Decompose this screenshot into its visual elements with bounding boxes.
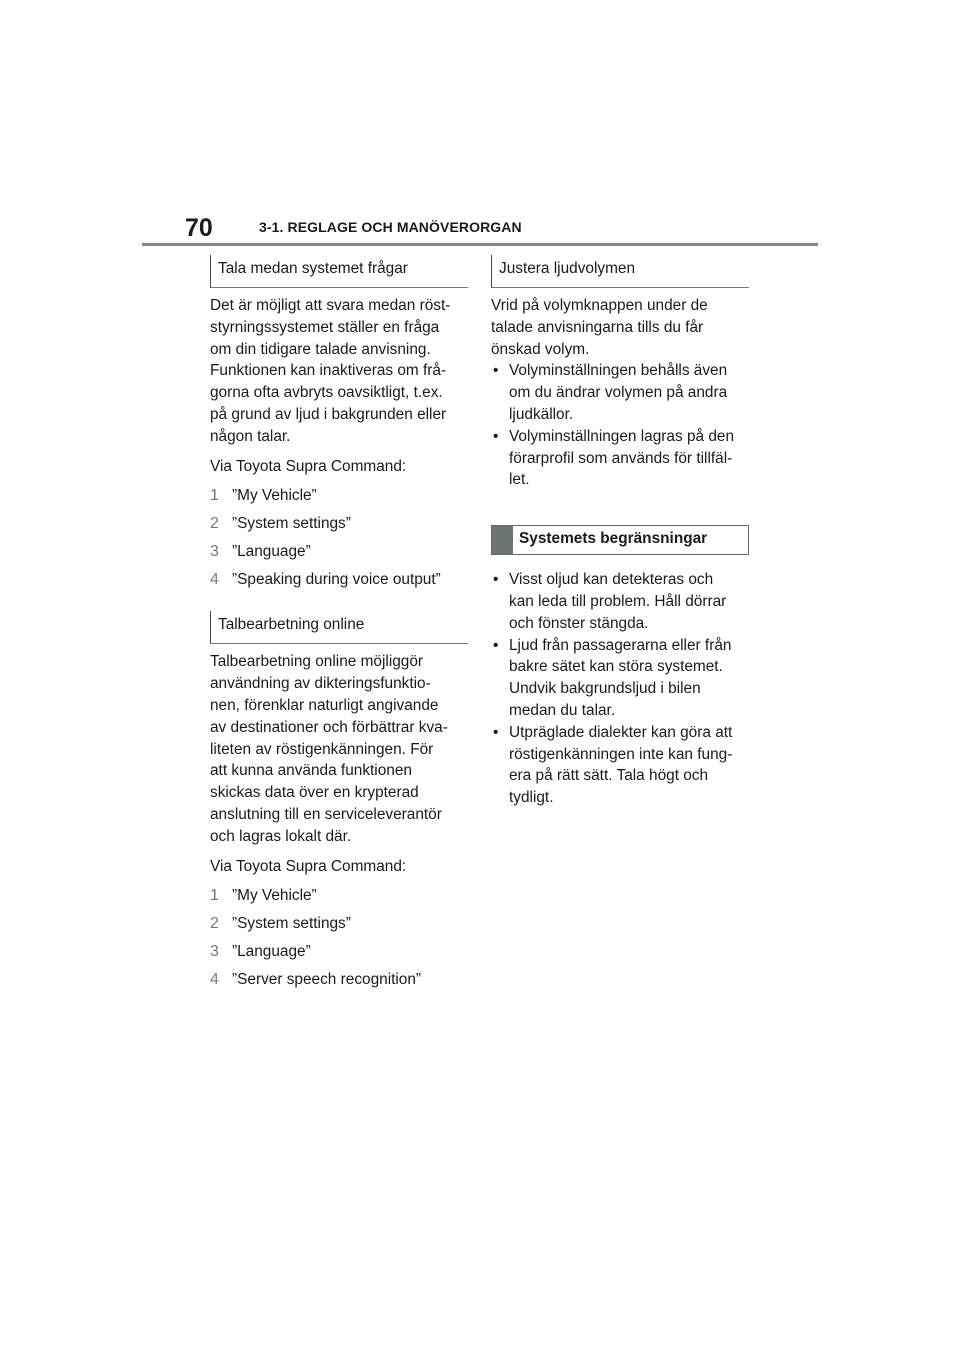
text-line: och lagras lokalt där. bbox=[210, 827, 352, 845]
step-text: ”System settings” bbox=[232, 515, 351, 533]
chapter-title: 3-1. REGLAGE OCH MANÖVERORGAN bbox=[259, 219, 522, 235]
bullet-item bbox=[491, 635, 749, 722]
text-line: Talbearbetning online möjliggör bbox=[210, 653, 424, 671]
boxed-heading-text: Systemets begränsningar bbox=[519, 530, 708, 548]
step-number: 2 bbox=[210, 915, 219, 933]
heading-marker bbox=[492, 526, 513, 554]
step-item bbox=[210, 541, 468, 563]
step-text: ”Language” bbox=[232, 943, 311, 961]
via-command-text: Via Toyota Supra Command: bbox=[210, 457, 407, 475]
text-line: era på rätt sätt. Tala högt och bbox=[509, 767, 709, 785]
text-line: Undvik bakgrundsljud i bilen bbox=[509, 680, 701, 698]
step-text: ”System settings” bbox=[232, 915, 351, 933]
right-column bbox=[491, 255, 749, 809]
text-line: på grund av ljud i bakgrunden eller bbox=[210, 405, 447, 423]
paragraph-talk-while-asking bbox=[210, 295, 468, 448]
text-line: liteten av röstigenkänningen. För bbox=[210, 740, 434, 758]
page-number: 70 bbox=[185, 214, 213, 242]
step-number: 2 bbox=[210, 515, 219, 533]
step-item bbox=[210, 885, 468, 907]
text-line: önskad volym. bbox=[491, 340, 590, 358]
header-rule bbox=[142, 243, 818, 246]
via-command-text: Via Toyota Supra Command: bbox=[210, 857, 407, 875]
text-line: gorna ofta avbryts oavsiktligt, t.ex. bbox=[210, 384, 443, 402]
text-line: ljudkällor. bbox=[509, 405, 574, 423]
step-text: ”My Vehicle” bbox=[232, 487, 317, 505]
bullet-item bbox=[491, 722, 749, 809]
text-line: Funktionen kan inaktiveras om frå- bbox=[210, 362, 447, 380]
text-line: bakre sätet kan störa systemet. bbox=[509, 658, 723, 676]
step-number: 3 bbox=[210, 543, 219, 561]
step-item bbox=[210, 485, 468, 507]
step-item bbox=[210, 969, 468, 991]
text-line: anslutning till en serviceleverantör bbox=[210, 805, 442, 823]
text-line: medan du talar. bbox=[509, 701, 616, 719]
text-line: nen, förenklar naturligt angivande bbox=[210, 696, 439, 714]
step-number: 4 bbox=[210, 971, 219, 989]
left-column bbox=[210, 255, 468, 997]
step-number: 3 bbox=[210, 943, 219, 961]
text-line: om din tidigare talade anvisning. bbox=[210, 340, 431, 358]
step-item bbox=[210, 513, 468, 535]
bullet-item bbox=[491, 569, 749, 634]
text-line: förarprofil som används för tillfäl- bbox=[509, 449, 733, 467]
step-text: ”Server speech recognition” bbox=[232, 971, 422, 989]
subheading-adjust-volume: Justera ljudvolymen bbox=[491, 255, 749, 288]
text-line: • Ljud från passagerarna eller från bbox=[509, 636, 732, 654]
boxed-heading-system-limits bbox=[491, 525, 749, 555]
bullet-item bbox=[491, 426, 749, 491]
text-line: • Utpräglade dialekter kan göra att bbox=[509, 723, 733, 741]
text-line: let. bbox=[509, 471, 530, 489]
subheading-talk-while-asking: Tala medan systemet frågar bbox=[210, 255, 468, 288]
bullet-list-volume bbox=[491, 360, 749, 491]
text-line: användning av dikteringsfunktio- bbox=[210, 675, 431, 693]
text-line: • Volyminställningen lagras på den bbox=[509, 427, 735, 445]
subheading-online-speech: Talbearbetning online bbox=[210, 611, 468, 644]
step-item bbox=[210, 913, 468, 935]
text-line: kan leda till problem. Håll dörrar bbox=[509, 592, 727, 610]
step-number: 1 bbox=[210, 887, 219, 905]
text-line: Det är möjligt att svara medan röst- bbox=[210, 297, 451, 314]
text-line: Vrid på volymknappen under de bbox=[491, 297, 708, 314]
text-line: röstigenkänningen inte kan fung- bbox=[509, 745, 733, 763]
paragraph-adjust-volume bbox=[491, 295, 749, 360]
step-number: 4 bbox=[210, 571, 219, 589]
text-line: • Volyminställningen behålls även bbox=[509, 362, 728, 380]
bullet-item bbox=[491, 360, 749, 425]
bullet-list-limits bbox=[491, 569, 749, 809]
step-text: ”My Vehicle” bbox=[232, 887, 317, 905]
text-line: • Visst oljud kan detekteras och bbox=[509, 571, 714, 589]
step-item bbox=[210, 941, 468, 963]
text-line: styrningssystemet ställer en fråga bbox=[210, 318, 440, 336]
text-line: någon talar. bbox=[210, 427, 291, 445]
text-line: skickas data över en krypterad bbox=[210, 784, 419, 802]
text-line: tydligt. bbox=[509, 789, 554, 807]
step-number: 1 bbox=[210, 487, 219, 505]
text-line: talade anvisningarna tills du får bbox=[491, 318, 704, 336]
text-line: om du ändrar volymen på andra bbox=[509, 384, 728, 402]
step-text: ”Language” bbox=[232, 543, 311, 561]
text-line: och fönster stängda. bbox=[509, 614, 649, 632]
step-text: ”Speaking during voice output” bbox=[232, 571, 441, 589]
text-line: att kunna använda funktionen bbox=[210, 762, 412, 780]
text-line: av destinationer och förbättrar kva- bbox=[210, 718, 448, 736]
paragraph-online-speech bbox=[210, 651, 468, 847]
step-item bbox=[210, 569, 468, 591]
